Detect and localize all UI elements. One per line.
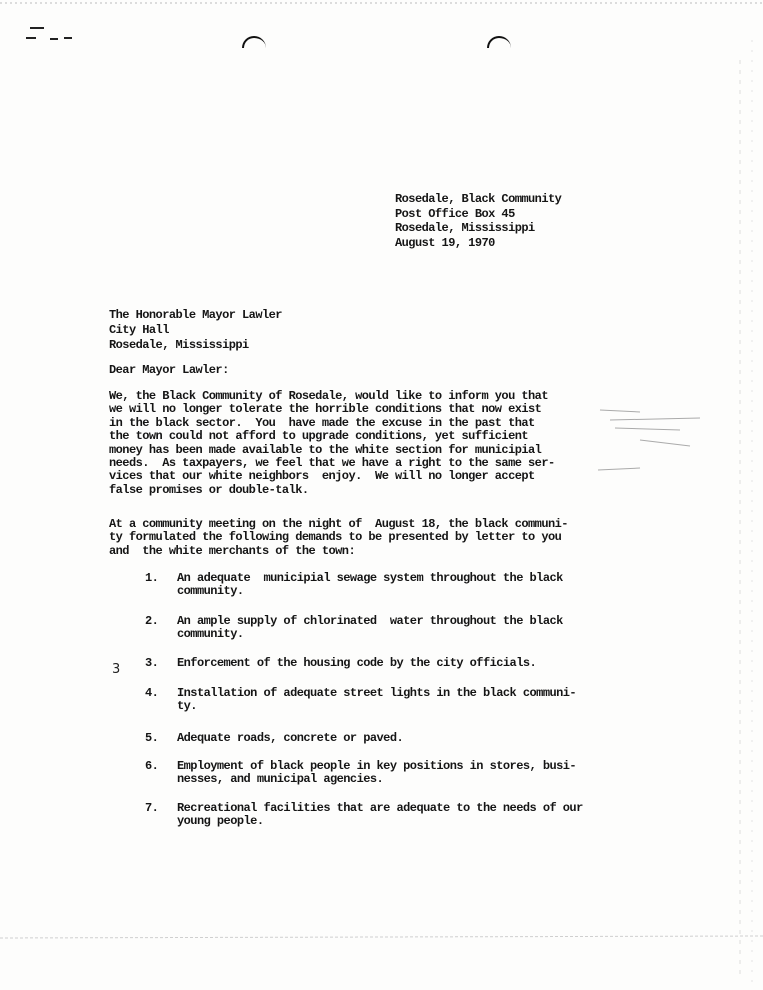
demand-text: An adequate municipial sewage system throughout the black bbox=[177, 571, 563, 585]
recipient-address bbox=[109, 308, 282, 352]
recipient-line: City Hall bbox=[109, 322, 169, 337]
paragraph-line: At a community meeting on the night of August 18, the black communi- bbox=[109, 517, 568, 531]
return-address-line: Rosedale, Mississippi bbox=[395, 221, 535, 236]
paragraph-line: the town could not afford to upgrade conditions, yet sufficient bbox=[109, 429, 529, 444]
salutation: Dear Mayor Lawler: bbox=[109, 363, 229, 377]
demand-item bbox=[145, 802, 583, 829]
demand-item bbox=[145, 657, 536, 670]
paragraph-line: We, the Black Community of Rosedale, would like to inform you that bbox=[109, 389, 548, 403]
return-address bbox=[395, 192, 561, 250]
demand-item bbox=[145, 615, 563, 642]
demand-item bbox=[145, 687, 576, 714]
demand-number: 5. bbox=[145, 731, 159, 745]
recipient-line: Rosedale, Mississippi bbox=[109, 337, 249, 352]
body-paragraph-intro bbox=[109, 390, 555, 497]
demand-text: nesses, and municipal agencies. bbox=[177, 772, 384, 787]
demand-text: ty. bbox=[177, 699, 197, 714]
demand-text: Installation of adequate street lights in the black communi- bbox=[177, 686, 577, 700]
paragraph-line: and the white merchants of the town: bbox=[109, 543, 356, 558]
demand-item bbox=[145, 572, 563, 599]
paragraph-line: in the black sector. You have made the excuse in the past that bbox=[109, 415, 535, 430]
demand-number: 1. bbox=[145, 571, 159, 585]
paragraph-line: we will no longer tolerate the horrible conditions that now exist bbox=[109, 402, 542, 417]
letter-date: August 19, 1970 bbox=[395, 235, 495, 250]
demand-text: Enforcement of the housing code by the city officials. bbox=[177, 656, 537, 670]
margin-annotation: 3 bbox=[112, 662, 121, 677]
return-address-line: Rosedale, Black Community bbox=[395, 192, 562, 206]
demand-text: Recreational facilities that are adequate to the needs of our bbox=[177, 801, 583, 815]
body-paragraph-meeting bbox=[109, 518, 568, 558]
demand-number: 7. bbox=[145, 801, 159, 815]
demand-text: Employment of black people in key positions in stores, busi- bbox=[177, 759, 577, 773]
demand-text: young people. bbox=[177, 814, 264, 829]
paragraph-line: needs. As taxpayers, we feel that we have a right to the same ser- bbox=[109, 456, 555, 471]
demand-number: 6. bbox=[145, 759, 159, 773]
paragraph-line: false promises or double-talk. bbox=[109, 482, 309, 497]
demand-text: community. bbox=[177, 627, 244, 642]
recipient-line: The Honorable Mayor Lawler bbox=[109, 308, 282, 322]
demand-number: 2. bbox=[145, 614, 159, 628]
return-address-line: Post Office Box 45 bbox=[395, 206, 515, 221]
demand-text: An ample supply of chlorinated water throughout the black bbox=[177, 614, 563, 628]
demand-number: 4. bbox=[145, 686, 159, 700]
paragraph-line: ty formulated the following demands to be presented by letter to you bbox=[109, 530, 562, 545]
demand-item bbox=[145, 760, 576, 787]
paragraph-line: vices that our white neighbors enjoy. We will no longer accept bbox=[109, 469, 535, 484]
demand-text: Adequate roads, concrete or paved. bbox=[177, 731, 404, 745]
demand-item bbox=[145, 732, 403, 745]
demand-number: 3. bbox=[145, 656, 159, 670]
paragraph-line: money has been made available to the white section for municipial bbox=[109, 442, 542, 457]
demand-text: community. bbox=[177, 584, 244, 599]
